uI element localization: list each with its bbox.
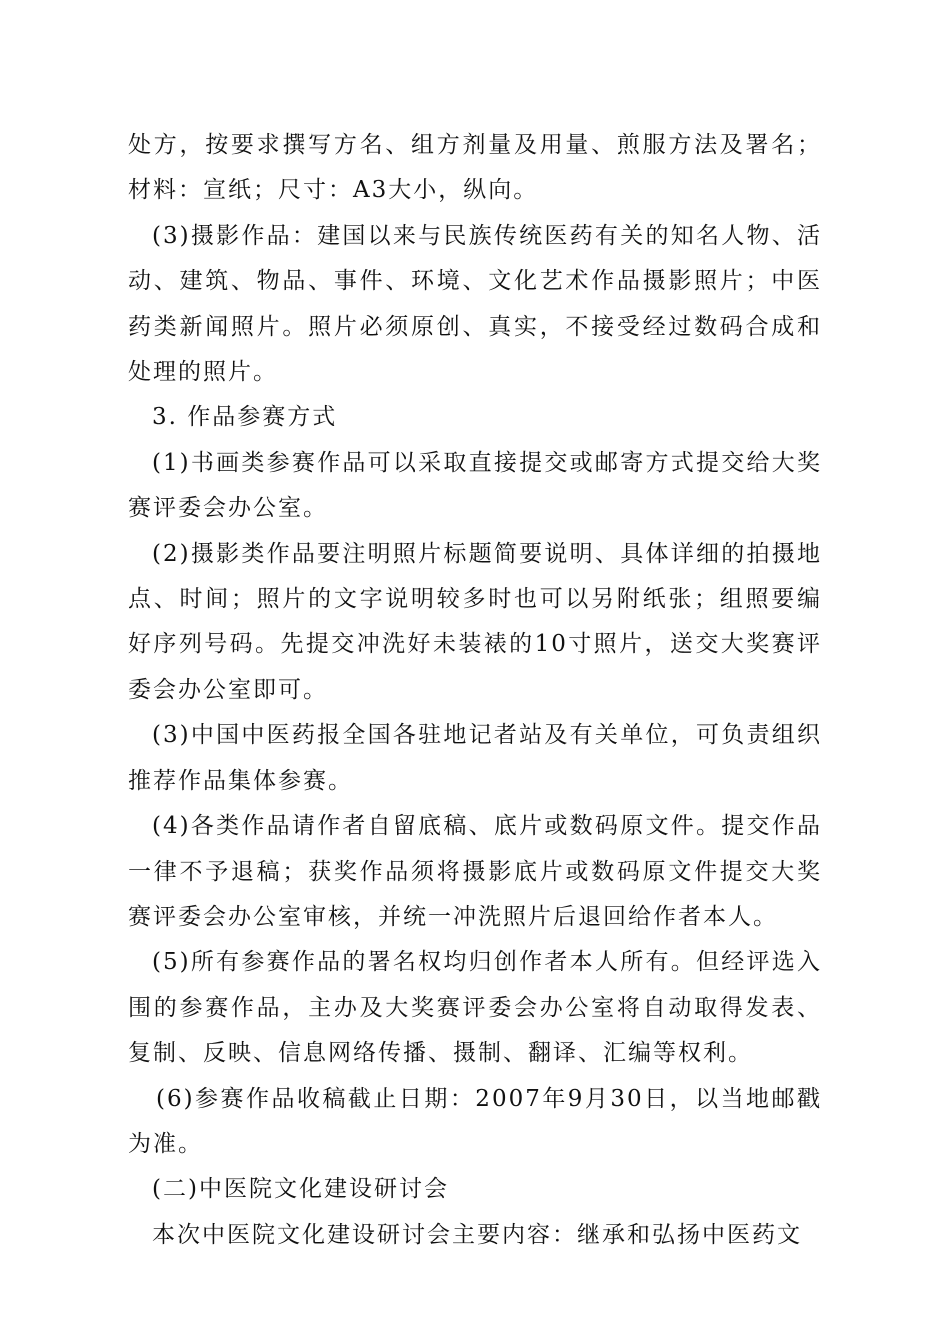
paragraph-seminar-content: 本次中医院文化建设研讨会主要内容：继承和弘扬中医药文 <box>152 1221 802 1248</box>
paragraph-item-1: (1)书画类参赛作品可以采取直接提交或邮寄方式提交给大奖赛评委会办公室。 <box>128 449 822 522</box>
section-heading-submission-method: 3. 作品参赛方式 <box>152 404 338 431</box>
section-heading-seminar: (二)中医院文化建设研讨会 <box>152 1176 449 1203</box>
document-body <box>128 123 822 1258</box>
paragraph-item-6: (6)参赛作品收稿截止日期：2007年9月30日，以当地邮戳为准。 <box>128 1085 822 1157</box>
paragraph-photography: (3)摄影作品：建国以来与民族传统医药有关的知名人物、活动、建筑、物品、事件、环境、文化艺术作品摄影照片；中医药类新闻照片。照片必须原创、真实，不接受经过数码合成和处理的照片。 <box>128 222 822 386</box>
paragraph-item-4: (4)各类作品请作者自留底稿、底片或数码原文件。提交作品一律不予退稿；获奖作品须将摄影底片或数码原文件提交大奖赛评委会办公室审核，并统一冲洗照片后退回给作者本人。 <box>128 813 822 930</box>
paragraph-item-5: (5)所有参赛作品的署名权均归创作者本人所有。但经评选入围的参赛作品，主办及大奖赛评委会办公室将自动取得发表、复制、反映、信息网络传播、摄制、翻译、汇编等权利。 <box>128 949 822 1067</box>
paragraph-materials: 处方，按要求撰写方名、组方剂量及用量、煎服方法及署名；材料：宣纸；尺寸：A3大小，纵向。 <box>128 132 822 204</box>
paragraph-item-3: (3)中国中医药报全国各驻地记者站及有关单位，可负责组织推荐作品集体参赛。 <box>128 722 822 794</box>
paragraph-item-2: (2)摄影类作品要注明照片标题简要说明、具体详细的拍摄地点、时间；照片的文字说明较多时也可以另附纸张；组照要编好序列号码。先提交冲洗好未装裱的10寸照片，送交大奖赛评委会办公室即可。 <box>128 540 822 703</box>
